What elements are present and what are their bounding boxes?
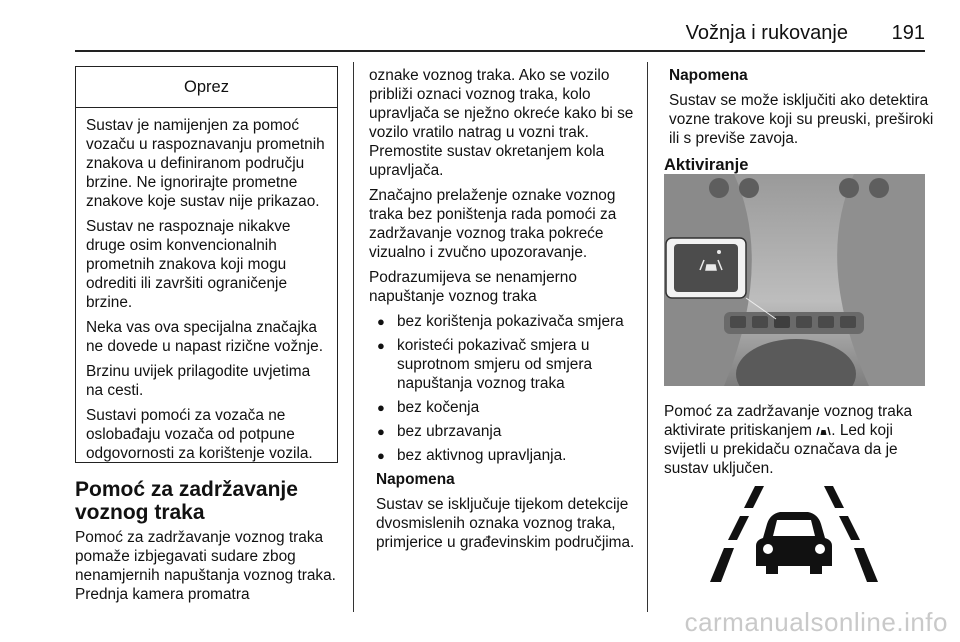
note-text: Sustav se može isključiti ako detektira vozne trakove koji su preuski, preširoki ili s previše zavoja. (669, 92, 934, 147)
activation-heading: Aktiviranje (664, 156, 749, 174)
lane-assist-description: oznake voznog traka. Ako se vozilo približi oznaci voznog traka, kolo upravljača se nježno okreće kako bi se vozilo vratilo natrag u vozni trak. Premostite sustav okretanjem kola upravljača. (369, 67, 634, 179)
activation-text-after: . Led koji svijetli u prekidaču označava da je sustav uključen. (664, 422, 898, 477)
caution-paragraph: Neka vas ova specijalna značajka ne dovede u napast rizične vožnje. (86, 319, 323, 355)
list-item: ● bez kočenja (369, 398, 637, 417)
caution-paragraph: Sustavi pomoći za vozača ne oslobađaju vozača od potpune odgovornosti za korištenje vozila. (86, 407, 313, 462)
list-item: ● bez aktivnog upravljanja. (369, 446, 637, 465)
watermark: carmanualsonline.info (684, 607, 948, 637)
note-text: Sustav se isključuje tijekom detekcije dvosmislenih oznaka voznog traka, primjerice u građevinskim područjima. (376, 496, 635, 551)
column-2 (369, 66, 637, 558)
dashboard-photo (664, 174, 925, 386)
activation-text-before: Pomoć za zadržavanje voznog traka aktivirate pritiskanjem (664, 403, 913, 439)
unintended-departure-list (369, 312, 637, 465)
lane-assist-intro: Pomoć za zadržavanje voznog traka pomaže izbjegavati sudare zbog nenamjernih napuštanja voznog traka. Prednja kamera promatra (75, 529, 336, 603)
list-item: ● bez korištenja pokazivača smjera (369, 312, 637, 331)
lane-assist-symbol-icon (704, 486, 884, 586)
list-item: ● koristeći pokazivač smjera u suprotnom smjeru od smjera napuštanja voznog traka (369, 336, 637, 393)
lane-assist-section (75, 478, 340, 610)
page-number: 191 (891, 22, 925, 44)
list-item: ● bez ubrzavanja (369, 422, 637, 441)
column-divider-2 (647, 62, 648, 612)
caution-paragraph: Sustav je namijenjen za pomoć vozaču u raspoznavanju prometnih znakova u definiranom području brzine. Ne ignorirajte prometne znakove koje sustav nije prikazao. (86, 117, 325, 210)
caution-paragraph: Brzinu uvijek prilagodite uvjetima na cesti. (86, 363, 311, 399)
activation-text (664, 402, 934, 484)
note-box-2 (664, 66, 934, 148)
note-title: Napomena (669, 67, 748, 84)
lane-assist-heading: Pomoć za zadržavanje voznog traka (75, 478, 298, 524)
lane-assist-warning: Značajno prelaženje oznake voznog traka bez poništenja rada pomoći za zadržavanje voznog traka pokreće vizualno i zvučno upozoravanje. (369, 187, 617, 261)
activation-paragraph (664, 402, 934, 478)
caution-title: Oprez (76, 67, 337, 108)
lane-assist-default: Podrazumijeva se nenamjerno napuštanje voznog traka (369, 269, 577, 305)
caution-paragraph: Sustav ne raspoznaje nikakve druge osim konvencionalnih prometnih znakova koji mogu odrediti ili završiti ograničenje brzine. (86, 218, 291, 311)
lane-assist-icon (816, 424, 831, 436)
section-title: Vožnja i rukovanje (685, 22, 848, 44)
caution-box (75, 66, 338, 463)
header-divider (75, 50, 925, 52)
column-3 (664, 66, 934, 181)
note-box-1 (369, 470, 637, 552)
column-divider-1 (353, 62, 354, 612)
note-title: Napomena (376, 471, 455, 488)
